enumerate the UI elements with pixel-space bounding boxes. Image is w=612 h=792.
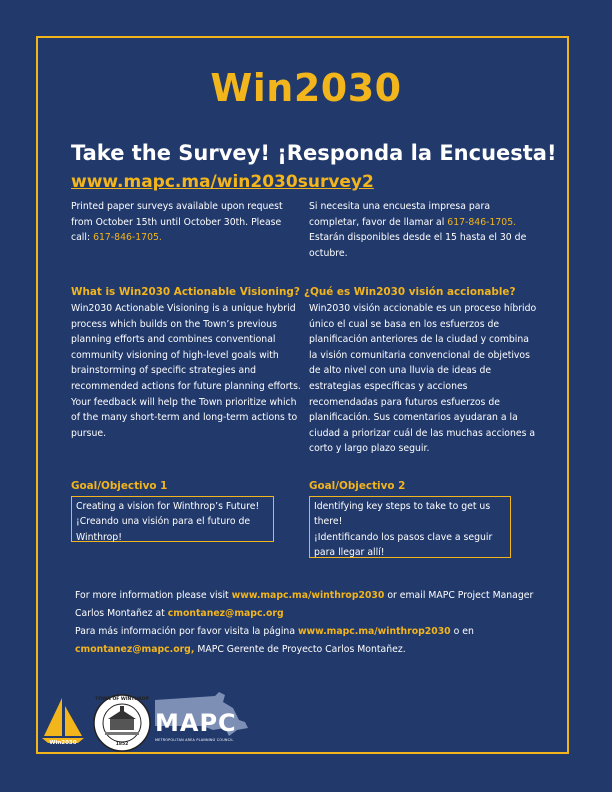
seal-top-text: TOWN OF WINTHROP (95, 697, 149, 702)
goal-1-heading: Goal/Objectivo 1 (71, 480, 168, 492)
goal-1-es: ¡Creando una visión para el futuro de Winthrop! (76, 516, 251, 543)
email-link-en[interactable]: cmontanez@mapc.org (167, 608, 284, 619)
goal-1-box (71, 496, 274, 542)
survey-headline: Take the Survey! ¡Responda la Encuesta! (71, 141, 557, 165)
paper-survey-es (309, 199, 539, 261)
seal-bottom-text: 1852 (115, 742, 129, 747)
paper-survey-es-text: Si necesita una encuesta impresa para completar, favor de llamar al (309, 201, 491, 228)
phone-link-en[interactable]: 617-846-1705. (93, 232, 162, 244)
mapc-logo-text: MAPC (155, 709, 237, 737)
win2030-logo (38, 696, 88, 750)
project-link-en[interactable]: www.mapc.ma/winthrop2030 (231, 590, 385, 601)
what-heading-en: What is Win2030 Actionable Visioning? (71, 286, 300, 298)
more-info-es-text: Para más información por favor visita la página (75, 626, 298, 637)
project-link-es[interactable]: www.mapc.ma/winthrop2030 (297, 626, 451, 637)
paper-survey-en (71, 199, 303, 246)
more-info-es (75, 623, 535, 659)
mapc-logo (153, 686, 250, 748)
goal-1-en: Creating a vision for Winthrop’s Future! (76, 501, 260, 512)
email-link-es[interactable]: cmontanez@mapc.org, (75, 644, 195, 655)
survey-link[interactable]: www.mapc.ma/win2030survey2 (71, 172, 374, 192)
what-body-es: Win2030 visión accionable es un proceso híbrido único el cual se basa en los esfuerzos de planificación anteriores de la ciudad y combina la visión comunitaria convencional de objetivos de alto nivel con una lluvia de ideas de estrategias específicas y acciones recomendadas para futuros esfuerzos de planificación. Sus comentarios ayudaran a la ciudad a priorizar cuál de las muchas acciones a corto y largo plazo seguir. (309, 303, 537, 455)
goal-2-en: Identifying key steps to take to get us there! (314, 501, 491, 528)
paper-survey-es-dates: Estarán disponibles desde el 15 hasta el 30 de octubre. (309, 232, 527, 259)
more-info-en (75, 587, 535, 623)
phone-link-es[interactable]: 617-846-1705. (447, 216, 517, 228)
what-body-en: Win2030 Actionable Visioning is a unique hybrid process which builds on the Town’s previous planning efforts and combines conventional community visioning of high-level goals with brainstorming of specific strategies and recommended actions for future planning efforts. Your feedback will help the Town prioritize which of the many short-term and long-term actions to pursue. (71, 303, 301, 439)
goal-2-box (309, 496, 511, 558)
more-info-es-text-3: MAPC Gerente de Proyecto Carlos Montañez. (194, 644, 406, 655)
goal-2-heading: Goal/Objectivo 2 (309, 480, 406, 492)
more-info-es-text-2: o en (450, 626, 474, 637)
win2030-logo-caption: Win2030 (49, 740, 77, 746)
more-info-en-text: For more information please visit (75, 590, 232, 601)
page-title: Win2030 (210, 66, 402, 110)
mapc-tagline: METROPOLITAN AREA PLANNING COUNCIL (155, 738, 234, 742)
what-heading-es: ¿Qué es Win2030 visión accionable? (304, 286, 516, 298)
paper-survey-en-text: Printed paper surveys available upon request from October 15th until October 30th. Please call: (71, 201, 283, 244)
more-info-en-text-2: or email MAPC Project Manager Carlos Montañez at (75, 590, 534, 619)
town-seal (93, 694, 151, 752)
goal-2-es: ¡Identificando los pasos clave a seguir para llegar allí! (314, 531, 493, 559)
